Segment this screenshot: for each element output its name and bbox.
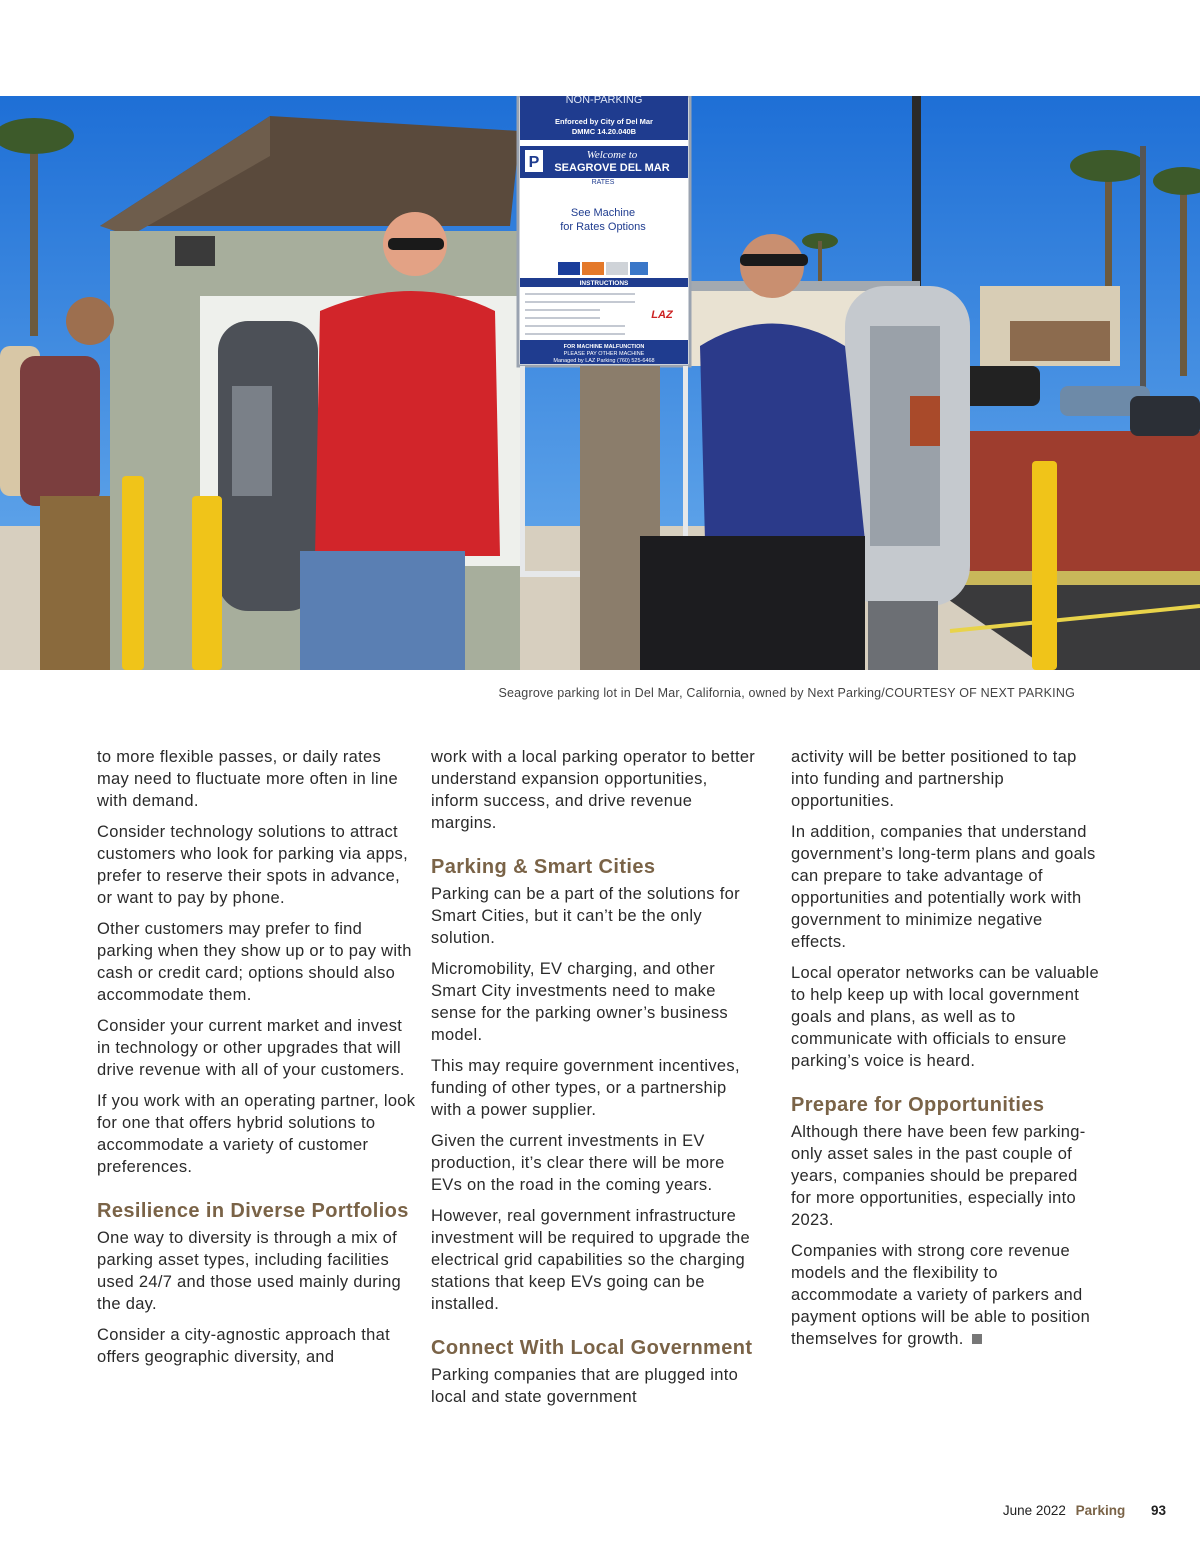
- paragraph: Parking companies that are plugged into local and state government: [431, 1366, 739, 1406]
- section-heading-opportunities: Prepare for Opportunities: [791, 1094, 1045, 1116]
- magazine-name: Parking: [1075, 1503, 1126, 1518]
- paragraph: One way to diversity is through a mix of parking asset types, including facilities used 24/7 and those used mainly during the day.: [97, 1229, 402, 1313]
- paragraph: to more flexible passes, or daily rates may need to fluctuate more often in line with demand.: [97, 748, 398, 810]
- paragraph: However, real government infrastructure investment will be required to upgrade the electrical grid capabilities so the charging stations that keep EVs going can be installed.: [431, 1207, 750, 1313]
- paragraph: This may require government incentives, funding of other types, or a partnership with a power supplier.: [431, 1057, 740, 1119]
- sign-welcome: Welcome to: [586, 149, 638, 161]
- photo-caption: Seagrove parking lot in Del Mar, California, owned by Next Parking/COURTESY OF NEXT PARKING: [498, 686, 1075, 700]
- lamp-post: [1140, 146, 1146, 406]
- sign-malfunction: FOR MACHINE MALFUNCTION: [563, 344, 645, 350]
- sign-machine-line2: for Rates Options: [560, 221, 646, 233]
- paragraph: Micromobility, EV charging, and other Smart City investments need to make sense for the parking owner’s business model.: [431, 960, 728, 1044]
- article-photo: [0, 96, 1200, 670]
- paragraph: Although there have been few parking-only asset sales in the past couple of years, companies should be prepared for more opportunities, especially into 2023.: [791, 1123, 1086, 1229]
- sign-machine-line1: See Machine: [570, 207, 636, 219]
- section-heading-local-government: Connect With Local Government: [431, 1337, 753, 1359]
- laz-logo: LAZ: [651, 309, 673, 321]
- sign-pay-other: PLEASE PAY OTHER MACHINE: [563, 351, 645, 357]
- issue-date: June 2022: [1002, 1503, 1066, 1518]
- column-2: [431, 746, 756, 1417]
- paragraph: Given the current investments in EV production, it’s clear there will be more EVs on the road in the coming years.: [431, 1132, 725, 1194]
- paragraph: work with a local parking operator to better understand expansion opportunities, inform success, and drive revenue margins.: [431, 748, 756, 832]
- paragraph-final: [791, 1240, 1101, 1350]
- sign-rates: RATES: [591, 179, 615, 186]
- sign-managed: Managed by LAZ Parking (760) 525-6468: [553, 358, 655, 364]
- sign-enforced-line: Enforced by City of Del Mar: [555, 117, 653, 126]
- sign-instructions: INSTRUCTIONS: [579, 280, 629, 287]
- paragraph: Consider technology solutions to attract customers who look for parking via apps, prefer to reserve their spots in advance, or want to pay by phone.: [97, 823, 408, 907]
- column-1: [97, 746, 417, 1377]
- parking-p-icon: P: [528, 154, 540, 171]
- paragraph: Other customers may prefer to find parking when they show up or to pay with cash or credit card; options should also accommodate them.: [97, 920, 412, 1004]
- light-pole: [912, 96, 921, 296]
- parking-lot-illustration: [0, 96, 1200, 670]
- paragraph: In addition, companies that understand government’s long-term plans and goals can prepare to take advantage of opportunities and potentially work with government to minimize negative effects.: [791, 823, 1096, 951]
- page-footer: [1003, 1503, 1166, 1518]
- section-heading-resilience: Resilience in Diverse Portfolios: [97, 1200, 409, 1222]
- payment-cards-icon: [558, 262, 648, 275]
- paragraph: Consider your current market and invest in technology or other upgrades that will drive revenue with all of your customers.: [97, 1017, 405, 1079]
- paragraph: Parking can be a part of the solutions for Smart Cities, but it can’t be the only solution.: [431, 885, 740, 947]
- page-number: 93: [1150, 1503, 1166, 1518]
- paragraph: activity will be better positioned to tap into funding and partnership opportunities.: [791, 748, 1077, 810]
- sign-location: SEAGROVE DEL MAR: [554, 162, 670, 174]
- sign-code-line: DMMC 14.20.040B: [571, 127, 637, 136]
- end-mark-icon: [972, 1334, 982, 1344]
- hedge: [960, 431, 1200, 581]
- paragraph: Consider a city-agnostic approach that offers geographic diversity, and: [97, 1326, 390, 1366]
- column-3: [791, 746, 1101, 1359]
- paragraph: Local operator networks can be valuable to help keep up with local government goals and plans, as well as to communicate with officials to ensure parking’s voice is heard.: [791, 964, 1099, 1070]
- sign-top-text: NON-PARKING: [565, 96, 643, 106]
- paragraph: If you work with an operating partner, look for one that offers hybrid solutions to accommodate a variety of customer preferences.: [97, 1092, 416, 1176]
- section-heading-smart-cities: Parking & Smart Cities: [431, 856, 656, 878]
- paragraph-text: Companies with strong core revenue models and the flexibility to accommodate a variety of parkers and payment options will be able to position themselves for growth.: [791, 1242, 1091, 1348]
